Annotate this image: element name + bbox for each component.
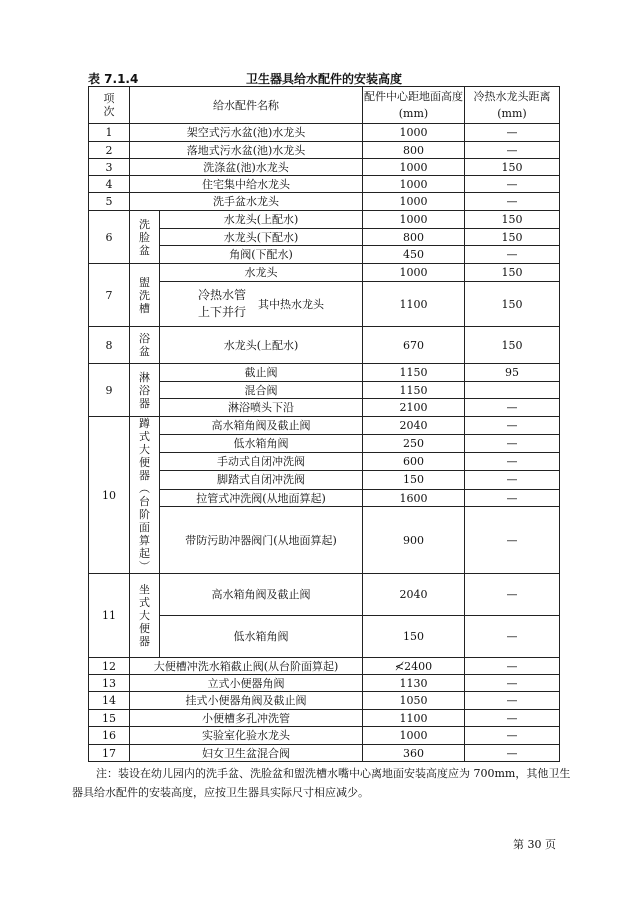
table-row — [89, 489, 560, 507]
row-height: 1000 — [363, 159, 465, 176]
row-height: 1000 — [363, 211, 465, 229]
row-name: 角阀(下配水) — [160, 246, 363, 264]
table-row — [89, 364, 560, 382]
row-no: 7 — [89, 264, 130, 327]
table-row — [89, 159, 560, 176]
row-dist: — — [465, 176, 560, 193]
table-row — [89, 282, 560, 327]
table-row — [89, 399, 560, 417]
table-row — [89, 574, 560, 616]
row-dist: — — [465, 616, 560, 658]
row-name: 带防污助冲器阀门(从地面算起) — [160, 507, 363, 574]
table-row — [89, 124, 560, 142]
table-row — [89, 327, 560, 364]
row-name: 立式小便器角阀 — [130, 675, 363, 692]
header-item: 项 次 — [89, 87, 130, 124]
row-dist: — — [465, 692, 560, 710]
row-name: 妇女卫生盆混合阀 — [130, 745, 363, 762]
row-name: 混合阀 — [160, 382, 363, 399]
row-name: 小便槽多孔冲洗管 — [130, 710, 363, 727]
row-name: 截止阀 — [160, 364, 363, 382]
row-height: 1000 — [363, 124, 465, 142]
row-name: 水龙头(下配水) — [160, 229, 363, 246]
row-name: 高水箱角阀及截止阀 — [160, 417, 363, 435]
row-name: 拉管式冲洗阀(从地面算起) — [160, 489, 363, 507]
row-dist: 150 — [465, 229, 560, 246]
row-height: 250 — [363, 434, 465, 453]
row-no: 1 — [89, 124, 130, 142]
table-row — [89, 727, 560, 745]
row-dist: — — [465, 745, 560, 762]
table-number: 表 7.1.4 — [88, 72, 139, 86]
row-dist: — — [465, 142, 560, 159]
table-row — [89, 692, 560, 710]
row-no: 13 — [89, 675, 130, 692]
table-row — [89, 675, 560, 692]
row-no: 8 — [89, 327, 130, 364]
row-name: 挂式小便器角阀及截止阀 — [130, 692, 363, 710]
row-dist: — — [465, 471, 560, 490]
table-row — [89, 193, 560, 211]
row-name: 洗涤盆(池)水龙头 — [130, 159, 363, 176]
row-no: 4 — [89, 176, 130, 193]
row-no: 16 — [89, 727, 130, 745]
row-dist: 150 — [465, 282, 560, 327]
row-name: 脚踏式自闭冲洗阀 — [160, 471, 363, 490]
table-heading — [88, 70, 558, 86]
row-name: 住宅集中给水龙头 — [130, 176, 363, 193]
table-row — [89, 417, 560, 435]
row-height: 800 — [363, 142, 465, 159]
row-name — [160, 282, 363, 327]
row-name-text: 其中热水龙头 — [258, 297, 324, 311]
table-note: 注：装设在幼儿园内的洗手盆、洗脸盆和盥洗槽水嘴中心离地面安装高度应为 700mm，其他卫生器具给水配件的安装高度，应按卫生器具实际尺寸相应减少。 — [72, 767, 571, 799]
row-height: 1100 — [363, 282, 465, 327]
row-no: 11 — [89, 574, 130, 658]
row-dist: — — [465, 193, 560, 211]
row-height: ≮2400 — [363, 658, 465, 675]
header-row — [89, 87, 560, 124]
group-label: 淋 浴 器 — [130, 364, 160, 417]
row-height: 670 — [363, 327, 465, 364]
row-height: 900 — [363, 507, 465, 574]
row-height: 1000 — [363, 264, 465, 282]
row-name: 淋浴喷头下沿 — [160, 399, 363, 417]
table-row — [89, 142, 560, 159]
table-row — [89, 434, 560, 453]
table-title: 卫生器具给水配件的安装高度 — [246, 72, 403, 86]
row-dist: — — [465, 124, 560, 142]
row-height: 1000 — [363, 176, 465, 193]
row-no: 15 — [89, 710, 130, 727]
row-dist: 150 — [465, 327, 560, 364]
row-no: 6 — [89, 211, 130, 264]
header-fitting: 给水配件名称 — [130, 87, 363, 124]
header-hotcold: 冷热水龙头距离 (mm) — [465, 87, 560, 124]
table-row — [89, 453, 560, 471]
row-name: 实验室化验水龙头 — [130, 727, 363, 745]
row-name: 低水箱角阀 — [160, 616, 363, 658]
row-no: 5 — [89, 193, 130, 211]
row-dist: — — [465, 489, 560, 507]
table-row — [89, 211, 560, 229]
row-height: 1000 — [363, 727, 465, 745]
fittings-table — [88, 86, 560, 762]
table-row — [89, 658, 560, 675]
row-dist: 150 — [465, 264, 560, 282]
row-no: 17 — [89, 745, 130, 762]
row-name: 水龙头(上配水) — [160, 327, 363, 364]
table-row — [89, 176, 560, 193]
row-height: 450 — [363, 246, 465, 264]
row-height: 1100 — [363, 710, 465, 727]
table-row — [89, 229, 560, 246]
row-dist: — — [465, 399, 560, 417]
row-height: 1050 — [363, 692, 465, 710]
row-no: 2 — [89, 142, 130, 159]
row-name: 落地式污水盆(池)水龙头 — [130, 142, 363, 159]
row-height: 2100 — [363, 399, 465, 417]
row-height: 360 — [363, 745, 465, 762]
table-row — [89, 382, 560, 399]
row-height: 1130 — [363, 675, 465, 692]
group-label: 浴 盆 — [130, 327, 160, 364]
row-name: 水龙头 — [160, 264, 363, 282]
pipe-note: 冷热水管 上下并行 — [197, 288, 246, 319]
row-height: 1150 — [363, 382, 465, 399]
row-dist: — — [465, 658, 560, 675]
group-label: 蹲 式 大 便 器 ︵ 台 阶 面 算 起 ︶ — [130, 417, 160, 574]
row-height: 600 — [363, 453, 465, 471]
row-dist: — — [465, 727, 560, 745]
row-height: 1600 — [363, 489, 465, 507]
row-height: 150 — [363, 616, 465, 658]
row-dist: 95 — [465, 364, 560, 382]
group-label: 洗 脸 盆 — [130, 211, 160, 264]
table-row — [89, 507, 560, 574]
row-no: 14 — [89, 692, 130, 710]
row-name: 高水箱角阀及截止阀 — [160, 574, 363, 616]
row-dist: — — [465, 507, 560, 574]
group-label: 盥 洗 槽 — [130, 264, 160, 327]
row-name: 低水箱角阀 — [160, 434, 363, 453]
row-dist: — — [465, 246, 560, 264]
row-name: 架空式污水盆(池)水龙头 — [130, 124, 363, 142]
row-height: 2040 — [363, 417, 465, 435]
row-no: 12 — [89, 658, 130, 675]
row-height: 800 — [363, 229, 465, 246]
row-dist: — — [465, 675, 560, 692]
row-no: 10 — [89, 417, 130, 574]
row-dist: — — [465, 434, 560, 453]
row-name: 手动式自闭冲洗阀 — [160, 453, 363, 471]
row-dist: — — [465, 574, 560, 616]
row-dist: — — [465, 710, 560, 727]
table-row — [89, 745, 560, 762]
table-row — [89, 246, 560, 264]
row-name: 洗手盆水龙头 — [130, 193, 363, 211]
row-no: 9 — [89, 364, 130, 417]
table-row — [89, 471, 560, 490]
row-height: 2040 — [363, 574, 465, 616]
row-dist: — — [465, 417, 560, 435]
row-no: 3 — [89, 159, 130, 176]
row-dist — [465, 382, 560, 399]
table-row — [89, 616, 560, 658]
page-number: 第 30 页 — [513, 838, 556, 851]
table-row — [89, 710, 560, 727]
row-height: 1150 — [363, 364, 465, 382]
row-height: 150 — [363, 471, 465, 490]
table-row — [89, 264, 560, 282]
row-name: 大便槽冲洗水箱截止阀(从台阶面算起) — [130, 658, 363, 675]
group-label: 坐 式 大 便 器 — [130, 574, 160, 658]
row-name: 水龙头(上配水) — [160, 211, 363, 229]
row-dist: 150 — [465, 211, 560, 229]
row-dist: — — [465, 453, 560, 471]
row-dist: 150 — [465, 159, 560, 176]
header-height: 配件中心距地面高度 (mm) — [363, 87, 465, 124]
row-height: 1000 — [363, 193, 465, 211]
